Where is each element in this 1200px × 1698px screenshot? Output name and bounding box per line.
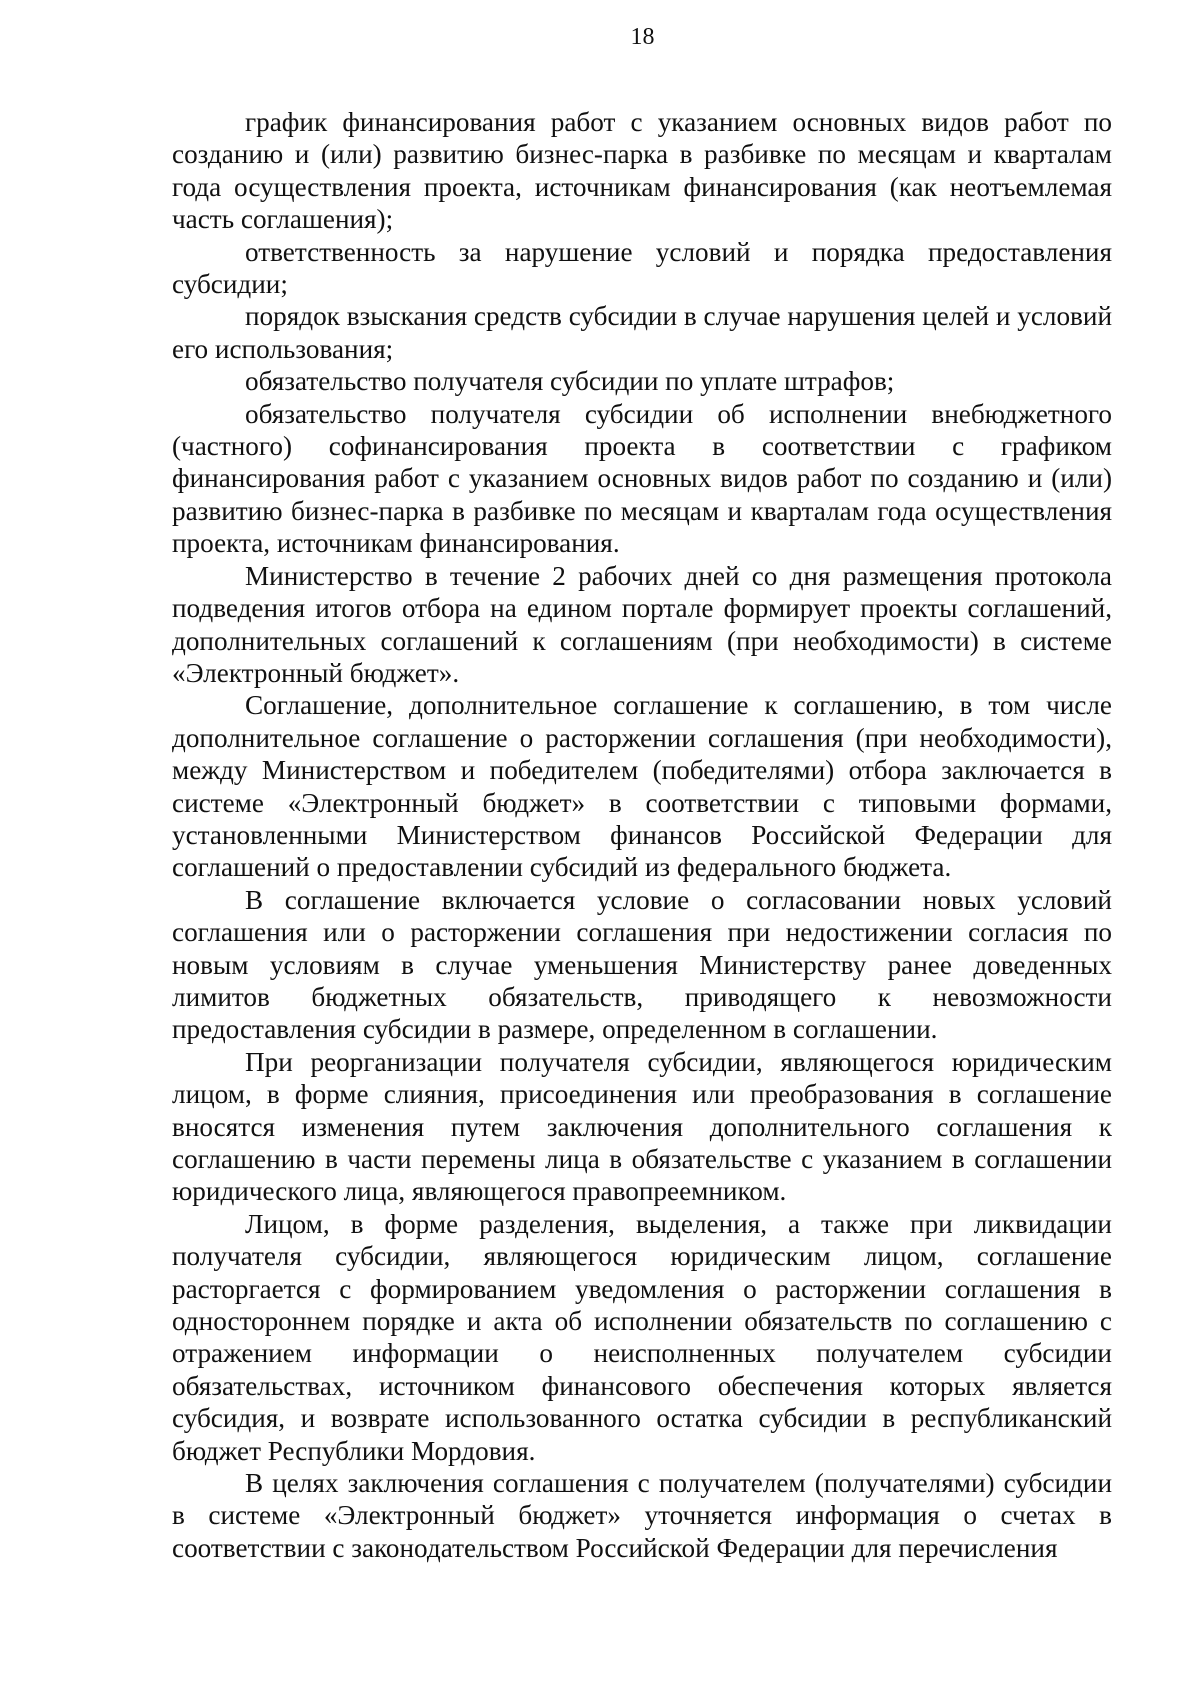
paragraph-responsibility: ответственность за нарушение условий и порядка предоставления субсидии;	[172, 236, 1112, 300]
paragraph-ministry-drafts: Министерство в течение 2 рабочих дней со дня размещения протокола подведения итогов отбора на едином портале формирует проекты соглашений, дополнительных соглашений к соглашениям (при необходимости) в системе «Электронный бюджет».	[172, 560, 1112, 688]
paragraph-termination: Лицом, в форме разделения, выделения, а также при ликвидации получателя субсидии, являющегося юридическим лицом, соглашение расторгается с формированием уведомления о расторжении соглашения в одностороннем порядке и акта об исполнении обязательств по соглашению с отражением информации о неисполненных получателем субсидии обязательствах, источником финансового обеспечения которых является субсидия, и возврате использованного остатка субсидии в республиканский бюджет Республики Мордовия.	[172, 1208, 1112, 1466]
paragraph-account-information: В целях заключения соглашения с получателем (получателями) субсидии в системе «Электронный бюджет» уточняется информация о счетах в соответствии с законодательством Российской Федерации для перечисления	[172, 1468, 1112, 1563]
paragraph-recovery-procedure: порядок взыскания средств субсидии в случае нарушения целей и условий его использования;	[172, 301, 1112, 364]
paragraph-financing-schedule: график финансирования работ с указанием основных видов работ по созданию и (или) развитию бизнес-парка в разбивке по месяцам и кварталам года осуществления проекта, источникам финансирования (как неотъемлемая часть соглашения);	[172, 107, 1112, 235]
paragraph-reorganization: При реорганизации получателя субсидии, являющегося юридическим лицом, в форме слияния, присоединения или преобразования в соглашение вносятся изменения путем заключения дополнительного соглашения к соглашению в части перемены лица в обязательстве с указанием в соглашении юридического лица, являющегося правопреемником.	[172, 1046, 1112, 1207]
paragraph-new-conditions: В соглашение включается условие о согласовании новых условий соглашения или о расторжении соглашения при недостижении согласия по новым условиям в случае уменьшения Министерству ранее доведенных лимитов бюджетных обязательств, приводящего к невозможности предоставления субсидии в размере, определенном в соглашении.	[172, 884, 1112, 1045]
paragraph-cofinancing-obligation: обязательство получателя субсидии об исполнении внебюджетного (частного) софинансирования проекта в соответствии с графиком финансирования работ с указанием основных видов работ по созданию и (или) развитию бизнес-парка в разбивке по месяцам и кварталам года осуществления проекта, источникам финансирования.	[172, 398, 1112, 559]
paragraph-agreement-conclusion: Соглашение, дополнительное соглашение к соглашению, в том числе дополнительное соглашение о расторжении соглашения (при необходимости), между Министерством и победителем (победителями) отбора заключается в системе «Электронный бюджет» в соответствии с типовыми формами, установленными Министерством финансов Российской Федерации для соглашений о предоставлении субсидий из федерального бюджета.	[172, 690, 1112, 883]
paragraph-penalty-obligation: обязательство получателя субсидии по уплате штрафов;	[245, 366, 895, 397]
page-number: 18	[630, 24, 655, 50]
document-body	[172, 106, 1112, 1564]
